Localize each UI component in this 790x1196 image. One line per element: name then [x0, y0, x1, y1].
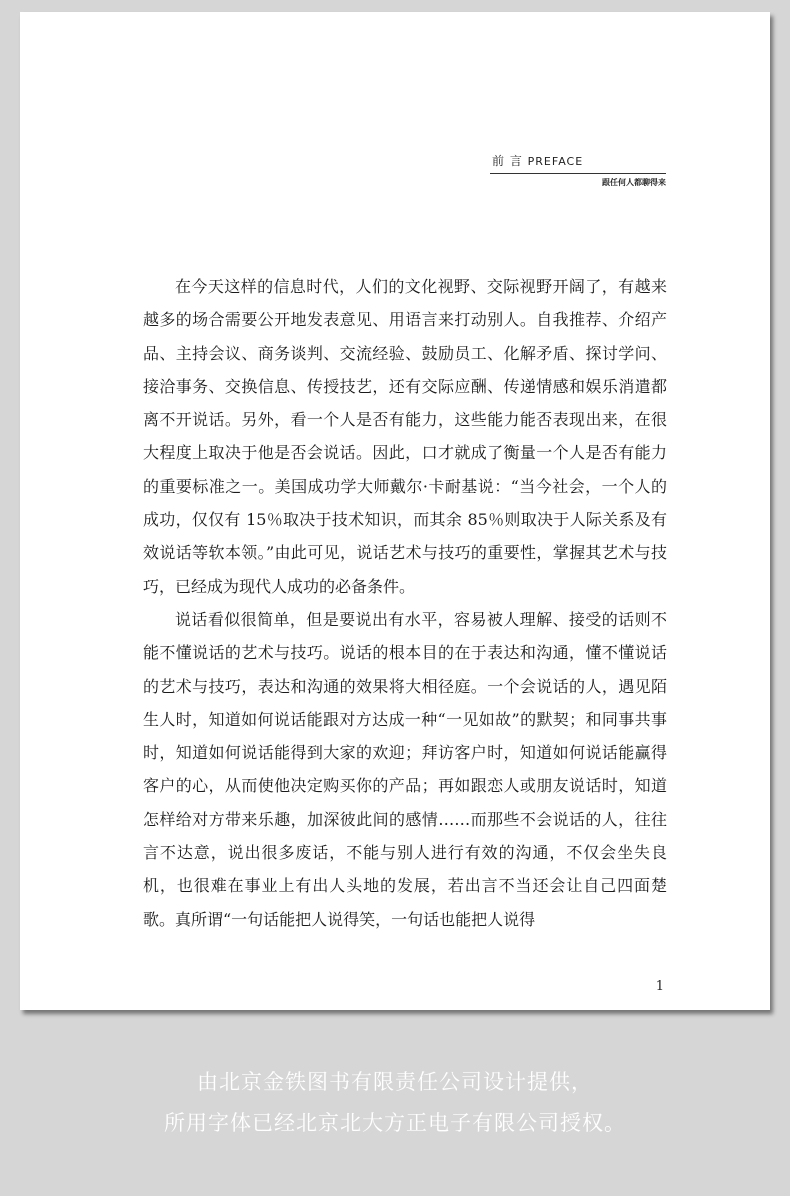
running-header — [490, 152, 666, 188]
paragraph-2: 说话看似很简单，但是要说出有水平，容易被人理解、接受的话则不能不懂说话的艺术与技巧。说话的根本目的在于表达和沟通，懂不懂说话的艺术与技巧，表达和沟通的效果将大相径庭。一个会说话的人，遇见陌生人时，知道如何说话能跟对方达成一种“一见如故”的默契；和同事共事时，知道如何说话能得到大家的欢迎；拜访客户时，知道如何说话能赢得客户的心，从而使他决定购买你的产品；再如跟恋人或朋友说话时，知道怎样给对方带来乐趣，加深彼此间的感情……而那些不会说话的人，往往言不达意，说出很多废话，不能与别人进行有效的沟通，不仅会坐失良机，也很难在事业上有出人头地的发展，若出言不当还会让自己四面楚歌。真所谓“一句话能把人说得笑，一句话也能把人说得 — [143, 609, 667, 929]
body-text — [143, 270, 667, 936]
paragraph-1: 在今天这样的信息时代，人们的文化视野、交际视野开阔了，有越来越多的场合需要公开地发表意见、用语言来打动别人。自我推荐、介绍产品、主持会议、商务谈判、交流经验、鼓励员工、化解矛盾、探讨学问、接洽事务、交换信息、传授技艺，还有交际应酬、传递情感和娱乐消遣都离不开说话。另外，看一个人是否有能力，这些能力能否表现出来，在很大程度上取决于他是否会说话。因此，口才就成了衡量一个人是否有能力的重要标准之一。美国成功学大师戴尔·卡耐基说：“当今社会，一个人的成功，仅仅有 15％取决于技术知识，而其余 85％则取决于人际关系及有效说话等软本领。”由此可见，说话艺术与技巧的重要性，掌握其艺术与技巧，已经成为现代人成功的必备条件。 — [143, 277, 667, 596]
book-page — [20, 12, 770, 1010]
credit-notice — [0, 1062, 790, 1144]
page-number: 1 — [655, 979, 664, 994]
header-title-en: PREFACE — [527, 155, 584, 168]
header-title — [490, 152, 666, 174]
header-subtitle: 跟任何人都聊得来 — [602, 177, 666, 187]
credit-line-2: 所用字体已经北京北大方正电子有限公司授权。 — [164, 1111, 626, 1135]
credit-line-1: 由北京金铁图书有限责任公司设计提供， — [197, 1070, 593, 1094]
header-title-cn: 前 言 — [492, 154, 523, 168]
